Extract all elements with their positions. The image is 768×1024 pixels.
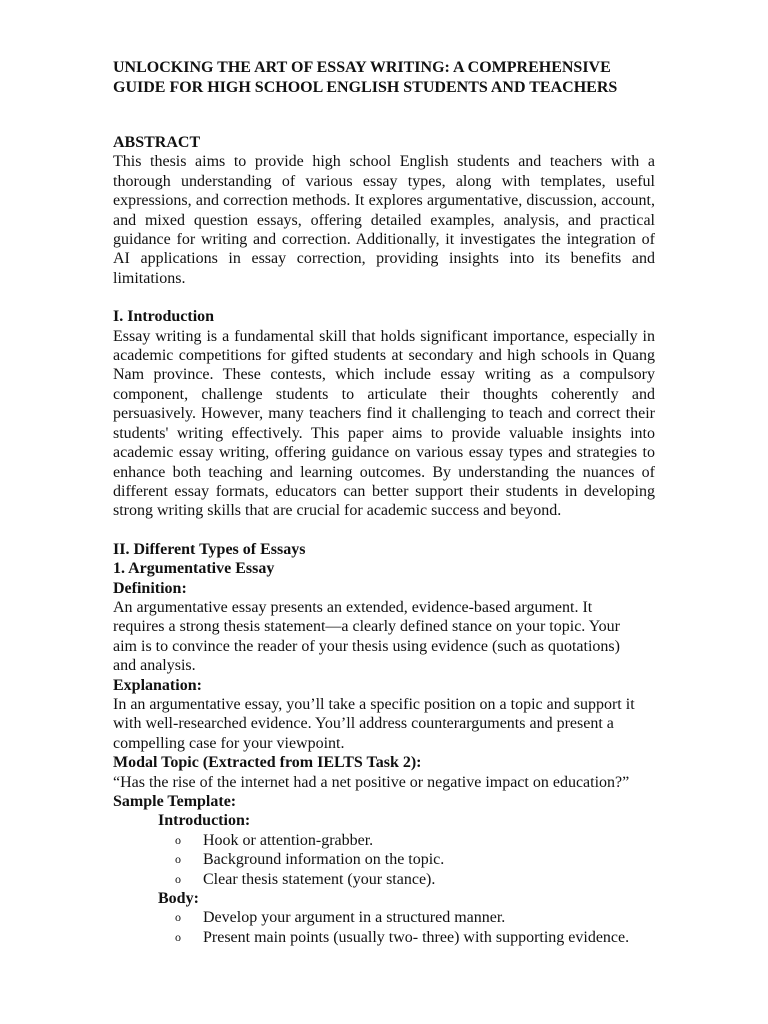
- bullet-circle-icon: o: [175, 871, 181, 886]
- template-body-label: Body:: [158, 890, 199, 908]
- list-item: [175, 850, 655, 869]
- template-body-list: [113, 908, 655, 947]
- explanation-line-3: compelling case for your viewpoint.: [113, 734, 345, 752]
- explanation-text: [113, 695, 655, 753]
- introduction-heading: I. Introduction: [113, 308, 215, 326]
- list-item-text: Background information on the topic.: [203, 851, 445, 869]
- explanation-line-1: In an argumentative essay, you’ll take a specific position on a topic and support it: [113, 695, 635, 713]
- bullet-circle-icon: o: [175, 832, 181, 847]
- definition-text: [113, 598, 655, 676]
- definition-line-1: An argumentative essay presents an extended, evidence-based argument. It: [113, 598, 593, 616]
- list-item: [175, 928, 655, 947]
- document-page: [113, 58, 655, 947]
- definition-line-3: aim is to convince the reader of your thesis using evidence (such as quotations): [113, 637, 620, 655]
- abstract-text: This thesis aims to provide high school English students and teachers with a thorough understanding of various essay types, along with templates, useful expressions, and correction methods. It explores argumentative, discussion, account, and mixed question essays, offering detailed examples, analysis, and practical guidance for writing and correction. Additionally, it investigates the integration of AI applications in essay correction, providing insights into its benefits and limitations.: [113, 153, 655, 287]
- list-item-text: Develop your argument in a structured manner.: [203, 909, 506, 927]
- sample-template-label: Sample Template:: [113, 793, 237, 810]
- list-item-text: Hook or attention-grabber.: [203, 831, 374, 849]
- list-item-text: Clear thesis statement (your stance).: [203, 870, 436, 888]
- list-item: [175, 870, 655, 889]
- modal-topic-label: Modal Topic (Extracted from IELTS Task 2):: [113, 754, 422, 772]
- list-item-text: Present main points (usually two- three) with supporting evidence.: [203, 928, 630, 946]
- definition-label: Definition:: [113, 579, 187, 597]
- argumentative-essay-heading: 1. Argumentative Essay: [113, 560, 275, 578]
- title-line-2: GUIDE FOR HIGH SCHOOL ENGLISH STUDENTS AND TEACHERS: [113, 79, 618, 96]
- modal-topic-text: “Has the rise of the internet had a net positive or negative impact on education?”: [113, 773, 630, 791]
- bullet-circle-icon: o: [175, 910, 181, 925]
- explanation-line-2: with well-researched evidence. You’ll address counterarguments and present a: [113, 715, 614, 733]
- bullet-circle-icon: o: [175, 929, 181, 944]
- essay-types-heading: II. Different Types of Essays: [113, 540, 306, 558]
- title-line-1: UNLOCKING THE ART OF ESSAY WRITING: A COMPREHENSIVE: [113, 59, 611, 76]
- abstract-heading: ABSTRACT: [113, 134, 201, 151]
- template-introduction-label: Introduction:: [158, 812, 251, 830]
- bullet-circle-icon: o: [175, 852, 181, 867]
- introduction-text: Essay writing is a fundamental skill that holds significant importance, especially in academic competitions for gifted students at secondary and high schools in Quang Nam province. These contests, which include essay writing as a compulsory component, challenge students to articulate their thoughts coherently and persuasively. However, many teachers find it challenging to teach and correct their students' writing effectively. This paper aims to provide valuable insights into academic essay writing, offering guidance on various essay types and strategies to enhance both teaching and learning outcomes. By understanding the nuances of different essay formats, educators can better support their students in developing strong writing skills that are crucial for academic success and beyond.: [113, 327, 655, 520]
- definition-line-2: requires a strong thesis statement—a clearly defined stance on your topic. Your: [113, 618, 620, 636]
- document-title: [113, 58, 655, 98]
- list-item: [175, 908, 655, 927]
- definition-line-4: and analysis.: [113, 657, 196, 675]
- list-item: [175, 831, 655, 850]
- template-introduction-list: [113, 831, 655, 889]
- explanation-label: Explanation:: [113, 676, 202, 694]
